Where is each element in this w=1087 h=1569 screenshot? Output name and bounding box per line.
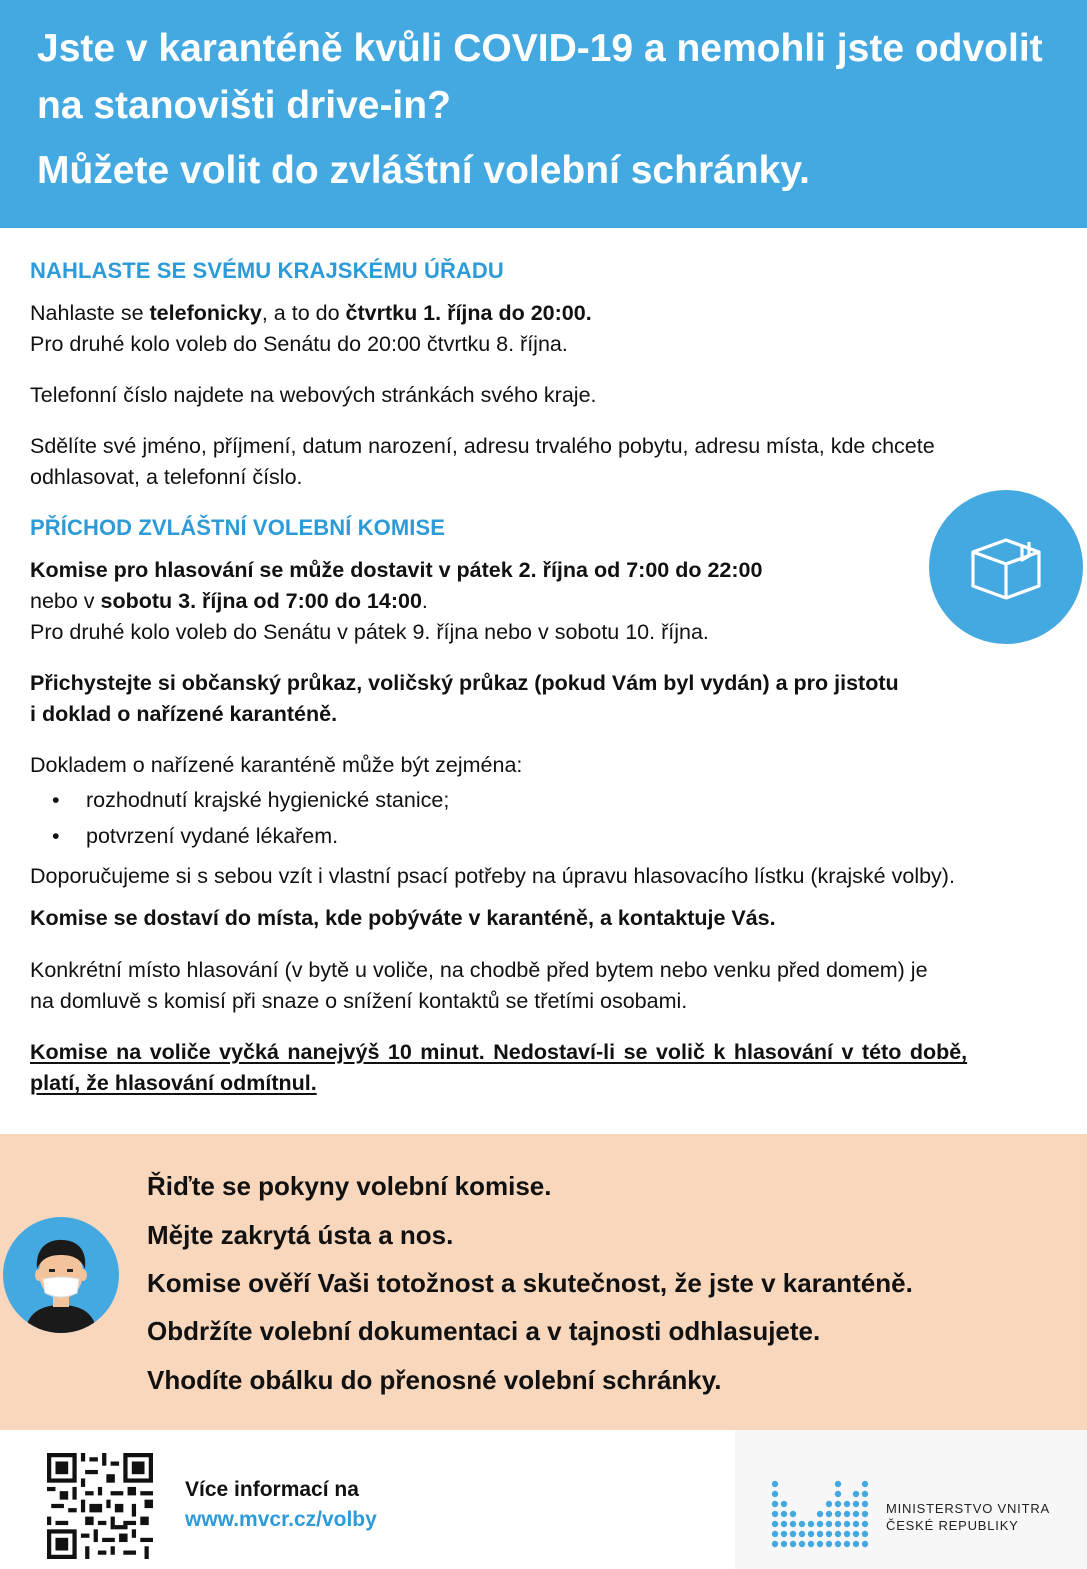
section2-p3: Dokladem o nařízené karanténě může být zejména: bbox=[30, 753, 523, 777]
logo-dot bbox=[826, 1521, 832, 1527]
instruction-3: Komise ověří Vaši totožnost a skutečnost, že jste v karanténě. bbox=[147, 1268, 913, 1298]
logo-dot bbox=[862, 1541, 868, 1547]
instruction-2: Mějte zakrytá ústa a nos. bbox=[147, 1220, 454, 1250]
logo-dot bbox=[862, 1521, 868, 1527]
section2-p1-line1: Komise pro hlasování se může dostavit v pátek 2. října od 7:00 do 22:00 bbox=[30, 558, 763, 582]
logo-dot bbox=[772, 1521, 778, 1527]
bullet-item: potvrzení vydané lékařem. bbox=[86, 824, 339, 848]
logo-dot bbox=[817, 1531, 823, 1537]
logo-dot bbox=[799, 1521, 805, 1527]
section2-p7-line2: platí, že hlasování odmítnul. bbox=[30, 1071, 317, 1095]
header-question: Jste v karanténě kvůli COVID-19 a nemohli jste odvolit na stanovišti drive-in? bbox=[37, 27, 1043, 127]
logo-dot bbox=[790, 1531, 796, 1537]
logo-dot bbox=[862, 1481, 868, 1487]
logo-dot bbox=[826, 1501, 832, 1507]
logo-dot bbox=[808, 1531, 814, 1537]
logo-dot bbox=[835, 1531, 841, 1537]
section2-p4: Doporučujeme si s sebou vzít i vlastní psací potřeby na úpravu hlasovacího lístku (krajské volby). bbox=[30, 864, 955, 888]
logo-dot bbox=[808, 1521, 814, 1527]
ministry-line1: MINISTERSTVO VNITRA bbox=[886, 1501, 1050, 1516]
text: nebo v bbox=[30, 589, 101, 613]
logo-dot bbox=[826, 1531, 832, 1537]
logo-dot bbox=[781, 1511, 787, 1517]
logo-dot bbox=[835, 1501, 841, 1507]
logo-dot bbox=[790, 1511, 796, 1517]
logo-dot bbox=[817, 1541, 823, 1547]
text-bold: čtvrtku 1. října do 20:00. bbox=[345, 301, 592, 325]
logo-dot bbox=[772, 1541, 778, 1547]
section2-p6-line2: na domluvě s komisí při snaze o snížení kontaktů se třetími osobami. bbox=[30, 989, 688, 1013]
section2-p6-line1: Konkrétní místo hlasování (v bytě u voliče, na chodbě před bytem nebo venku před domem) je bbox=[30, 958, 928, 982]
logo-dot bbox=[835, 1511, 841, 1517]
logo-dot bbox=[790, 1521, 796, 1527]
logo-dot bbox=[817, 1511, 823, 1517]
ministry-logo bbox=[770, 1470, 874, 1550]
text-bold: telefonicky bbox=[149, 301, 262, 325]
masked-person-icon bbox=[3, 1217, 119, 1333]
logo-dot bbox=[826, 1511, 832, 1517]
box-icon-circle bbox=[929, 490, 1083, 644]
ministry-name bbox=[886, 1500, 1050, 1534]
logo-dot bbox=[808, 1541, 814, 1547]
logo-dot bbox=[853, 1511, 859, 1517]
logo-dot bbox=[826, 1541, 832, 1547]
instruction-1: Řiďte se pokyny volební komise. bbox=[147, 1171, 552, 1201]
header-answer: Můžete volit do zvláštní volební schránky. bbox=[37, 149, 810, 192]
logo-dot bbox=[835, 1521, 841, 1527]
logo-dot bbox=[772, 1531, 778, 1537]
ministry-line2: ČESKÉ REPUBLIKY bbox=[886, 1518, 1019, 1533]
section1-p4-line2: odhlasovat, a telefonní číslo. bbox=[30, 465, 303, 489]
logo-dot bbox=[853, 1541, 859, 1547]
logo-dot bbox=[835, 1491, 841, 1497]
text: Nahlaste se bbox=[30, 301, 150, 325]
section2-p7-line1: Komise na voliče vyčká nanejvýš 10 minut. Nedostaví-li se volič k hlasování v této době, bbox=[30, 1040, 968, 1064]
logo-dot bbox=[862, 1511, 868, 1517]
text: , a to do bbox=[261, 301, 346, 325]
logo-dot bbox=[781, 1541, 787, 1547]
bullet-dot: • bbox=[52, 788, 60, 812]
box-icon bbox=[929, 490, 1083, 644]
bullet-dot: • bbox=[52, 824, 60, 848]
section2-p1-line3: Pro druhé kolo voleb do Senátu v pátek 9. října nebo v sobotu 10. října. bbox=[30, 620, 709, 644]
logo-dot bbox=[799, 1541, 805, 1547]
logo-dot bbox=[781, 1501, 787, 1507]
logo-dot bbox=[772, 1481, 778, 1487]
header-banner bbox=[0, 0, 1087, 228]
logo-dot bbox=[772, 1501, 778, 1507]
logo-dot bbox=[862, 1491, 868, 1497]
logo-dot bbox=[844, 1511, 850, 1517]
logo-dot bbox=[853, 1531, 859, 1537]
section2-p2-line1: Přichystejte si občanský průkaz, voličský průkaz (pokud Vám byl vydán) a pro jistotu bbox=[30, 671, 899, 695]
logo-dot bbox=[844, 1501, 850, 1507]
logo-dot bbox=[853, 1491, 859, 1497]
section1-p3: Telefonní číslo najdete na webových stránkách svého kraje. bbox=[30, 383, 597, 407]
logo-dot bbox=[844, 1541, 850, 1547]
text: . bbox=[421, 589, 428, 613]
masked-person-icon-svg bbox=[3, 1217, 119, 1333]
qr-code-icon[interactable] bbox=[47, 1453, 153, 1559]
logo-dot bbox=[835, 1481, 841, 1487]
logo-dot bbox=[772, 1491, 778, 1497]
logo-dot bbox=[844, 1531, 850, 1537]
more-info-label: Více informací na bbox=[185, 1478, 359, 1501]
section1-p2: Pro druhé kolo voleb do Senátu do 20:00 čtvrtku 8. října. bbox=[30, 332, 568, 356]
logo-dot bbox=[781, 1531, 787, 1537]
instruction-4: Obdržíte volební dokumentaci a v tajnosti odhlasujete. bbox=[147, 1316, 821, 1346]
section1-p4-line1: Sdělíte své jméno, příjmení, datum narození, adresu trvalého pobytu, adresu místa, kde chcete bbox=[30, 434, 935, 458]
logo-dot bbox=[844, 1521, 850, 1527]
logo-dot bbox=[862, 1501, 868, 1507]
section2-p2-line2: i doklad o nařízené karanténě. bbox=[30, 702, 338, 726]
section1-heading: NAHLASTE SE SVÉMU KRAJSKÉMU ÚŘADU bbox=[30, 258, 504, 283]
logo-dot bbox=[862, 1531, 868, 1537]
section1-p1 bbox=[30, 298, 592, 329]
more-info-link[interactable]: www.mvcr.cz/volby bbox=[185, 1508, 377, 1531]
section2-p5: Komise se dostaví do místa, kde pobýváte v karanténě, a kontaktuje Vás. bbox=[30, 906, 776, 930]
logo-dot bbox=[790, 1541, 796, 1547]
logo-dot bbox=[817, 1521, 823, 1527]
logo-dot bbox=[853, 1501, 859, 1507]
logo-dot bbox=[799, 1531, 805, 1537]
section2-p1-line2 bbox=[30, 586, 428, 617]
logo-dot bbox=[835, 1541, 841, 1547]
section2-heading: PŘÍCHOD ZVLÁŠTNÍ VOLEBNÍ KOMISE bbox=[30, 515, 446, 540]
text-bold: sobotu 3. října od 7:00 do 14:00 bbox=[100, 589, 422, 613]
logo-dot bbox=[781, 1521, 787, 1527]
instruction-5: Vhodíte obálku do přenosné volební schránky. bbox=[147, 1365, 722, 1395]
bullet-item: rozhodnutí krajské hygienické stanice; bbox=[86, 788, 450, 812]
logo-dot bbox=[853, 1521, 859, 1527]
logo-dot bbox=[772, 1511, 778, 1517]
